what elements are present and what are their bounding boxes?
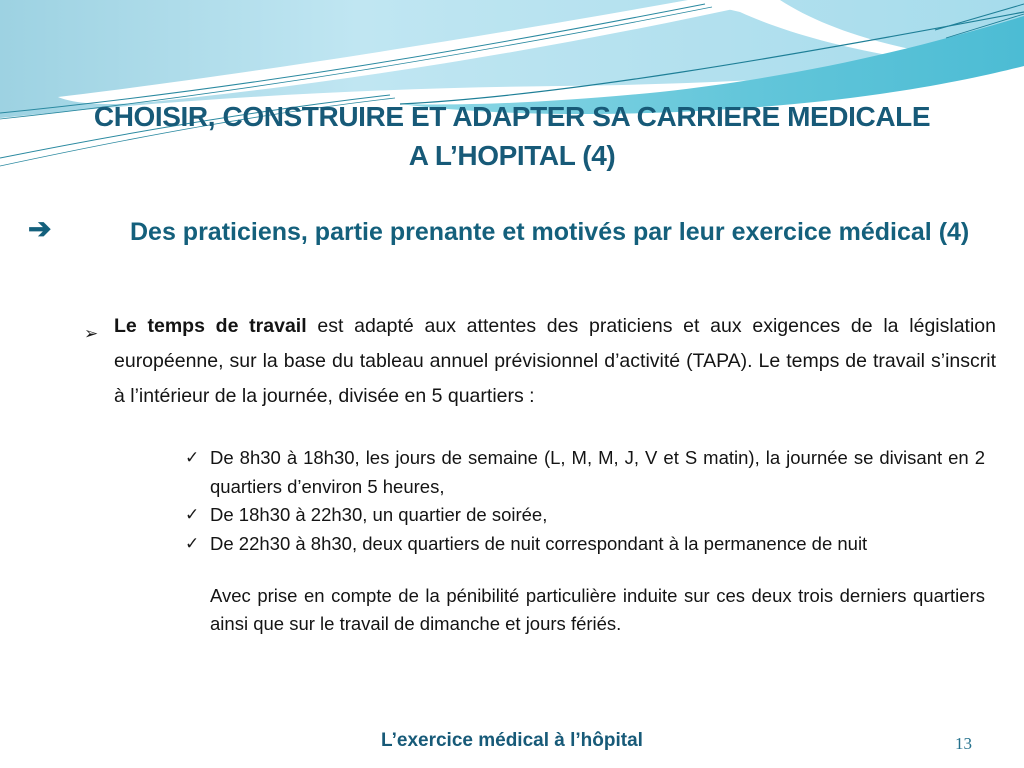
slide-title-line1: CHOISIR, CONSTRUIRE ET ADAPTER SA CARRIERE MEDICALE bbox=[93, 101, 931, 132]
check-icon: ✓ bbox=[185, 505, 200, 524]
list-item-text: De 18h30 à 22h30, un quartier de soirée, bbox=[210, 504, 548, 525]
slide-title-line2: A L’HOPITAL (4) bbox=[408, 140, 616, 171]
page-number: 13 bbox=[955, 734, 972, 753]
list-item-text: De 22h30 à 8h30, deux quartiers de nuit correspondant à la permanence de nuit bbox=[210, 532, 868, 554]
list-item bbox=[185, 444, 985, 501]
footer-title: L’exercice médical à l’hôpital bbox=[381, 730, 643, 751]
list-item-text: De 8h30 à 18h30, les jours de semaine (L, M, M, J, V et S matin), la journée se divisant en 2 quartiers d’environ 5 heures, bbox=[210, 447, 985, 497]
section-heading: Des praticiens, partie prenante et motivés par leur exercice médical (4) bbox=[130, 218, 970, 246]
check-list bbox=[185, 444, 985, 638]
body-paragraph-rest: est adapté aux attentes des praticiens et aux exigences de la législation européenne, sur la base du tableau annuel prévisionnel d’activité (TAPA). Le temps de travail s’inscrit à l’intérieur de la journée, divisée en 5 quartiers : bbox=[114, 315, 996, 407]
note-paragraph: Avec prise en compte de la pénibilité particulière induite sur ces deux trois derniers quartiers ainsi que sur le travail de dimanche et jours fériés. bbox=[210, 585, 985, 634]
body-paragraph-bold-lead: Le temps de travail bbox=[114, 315, 307, 337]
arrow-bullet-icon: ➔ bbox=[28, 213, 52, 244]
list-item bbox=[185, 530, 985, 559]
slide-title bbox=[52, 97, 972, 175]
list-item bbox=[185, 501, 985, 530]
check-icon: ✓ bbox=[185, 448, 200, 467]
check-icon: ✓ bbox=[185, 533, 200, 553]
triangle-bullet-icon: ➢ bbox=[84, 324, 99, 343]
body-paragraph bbox=[114, 309, 996, 414]
